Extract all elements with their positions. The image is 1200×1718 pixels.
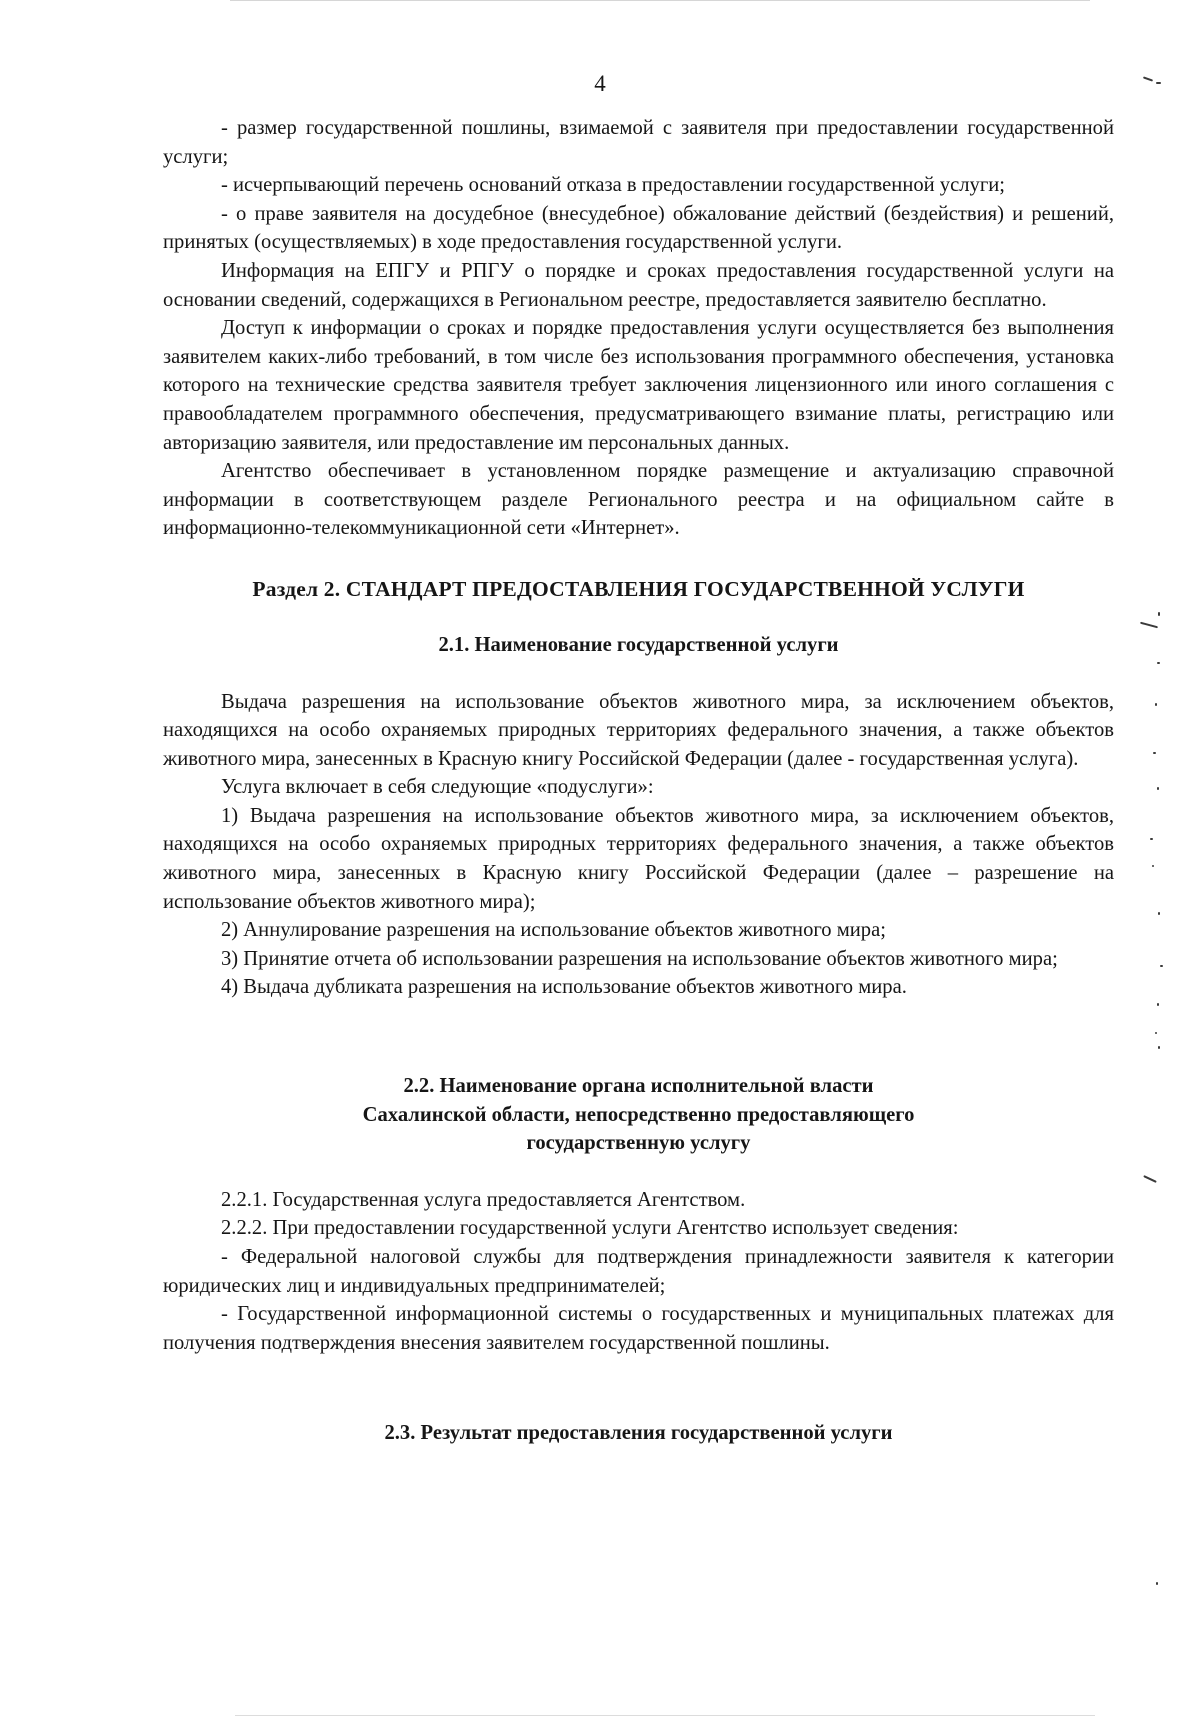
- paragraph-refusal-grounds: - исчерпывающий перечень оснований отказа в предоставлении государственной услуги;: [221, 174, 1006, 197]
- scan-artifact: [1157, 787, 1159, 790]
- scan-artifact: [1157, 1003, 1159, 1006]
- paragraph-epgu-info: Информация на ЕПГУ и РПГУ о порядке и сроках предоставления государственной услуги на основании сведений, содержащихся в Региональном реестре, предоставляется заявителю бесплатно.: [163, 259, 1114, 311]
- paragraph-fee: - размер государственной пошлины, взимаемой с заявителя при предоставлении государственной услуги;: [163, 117, 1114, 168]
- paragraph-gis-gmp: - Государственной информационной системы о государственных и муниципальных платежах для получения подтверждения внесения заявителем государственной пошлины.: [163, 1303, 1114, 1354]
- paragraph-appeal-right: - о праве заявителя на досудебное (внесудебное) обжалование действий (бездействия) и решений, принятых (осуществляемых) в ходе предоставления государственной услуги.: [163, 202, 1114, 254]
- paragraph-2-2-1: 2.2.1. Государственная услуга предоставляется Агентством.: [221, 1188, 746, 1211]
- scan-artifact: [1157, 662, 1160, 664]
- subsection-2-2-title-line-1: 2.2. Наименование органа исполнительной власти: [403, 1075, 874, 1098]
- paragraph-fns: - Федеральной налоговой службы для подтверждения принадлежности заявителя к категории юридических лиц и индивидуальных предпринимателей;: [163, 1246, 1114, 1297]
- paragraph-agency-info: Агентство обеспечивает в установленном порядке размещение и актуализацию справочной информации в соответствующем разделе Регионального реестра и на официальном сайте в информационно-телекоммуникационной сети «Интернет».: [163, 460, 1114, 540]
- page-number: 4: [594, 71, 606, 96]
- paragraph-2-2-2: 2.2.2. При предоставлении государственной услуги Агентство использует сведения:: [221, 1217, 959, 1240]
- scan-artifact: [1160, 965, 1163, 967]
- scan-edge-bottom: [235, 1715, 1095, 1716]
- list-item-subservice-2: 2) Аннулирование разрешения на использование объектов животного мира;: [221, 919, 886, 942]
- subsection-2-2-title-line-3: государственную услугу: [526, 1132, 751, 1155]
- scan-artifact: [1156, 82, 1161, 84]
- scan-edge-top: [230, 0, 1090, 1]
- scan-artifact: [1155, 703, 1157, 706]
- scan-artifact: [1158, 912, 1160, 915]
- subsection-2-2-title-line-2: Сахалинской области, непосредственно предоставляющего: [362, 1103, 915, 1126]
- scan-artifact: [1156, 1582, 1158, 1585]
- scan-artifact: [1155, 1032, 1157, 1034]
- scan-artifact: [1143, 1175, 1157, 1183]
- subsection-2-3-title: 2.3. Результат предоставления государственной услуги: [384, 1422, 893, 1445]
- scan-artifact: [1152, 865, 1154, 867]
- scan-artifact: [1140, 622, 1158, 629]
- subsection-2-2-title: [163, 1072, 1114, 1158]
- spacer: [163, 1357, 1114, 1391]
- spacer: [163, 660, 1114, 688]
- section-2-title: Раздел 2. СТАНДАРТ ПРЕДОСТАВЛЕНИЯ ГОСУДАРСТВЕННОЙ УСЛУГИ: [252, 576, 1025, 601]
- list-item-subservice-3: 3) Принятие отчета об использовании разрешения на использование объектов животного мира;: [221, 947, 1058, 970]
- scan-artifact: [1150, 838, 1153, 840]
- scan-artifact: [1153, 752, 1156, 754]
- paragraph-subservices-intro: Услуга включает в себя следующие «подуслуги»:: [221, 776, 654, 799]
- spacer: [163, 1002, 1114, 1036]
- list-item-subservice-4: 4) Выдача дубликата разрешения на использование объектов животного мира.: [221, 976, 907, 999]
- paragraph-access-info: Доступ к информации о сроках и порядке предоставления услуги осуществляется без выполнения заявителем каких-либо требований, в том числе без использования программного обеспечения, установка которого на технические средства заявителя требует заключения лицензионного или иного соглашения с правообладателем программного обеспечения, предусматривающего взимание платы, регистрацию или авторизацию заявителя, или предоставление им персональных данных.: [163, 317, 1114, 454]
- scan-artifact: [1158, 1046, 1160, 1049]
- spacer: [163, 1158, 1114, 1186]
- subsection-2-1-title: 2.1. Наименование государственной услуги: [438, 633, 839, 656]
- list-item-subservice-1: 1) Выдача разрешения на использование объектов животного мира, за исключением объектов, находящихся на особо охраняемых природных территориях федерального значения, а также объектов животного мира, занесенных в Красную книгу Российской Федерации (далее – разрешение на использование объектов животного мира);: [163, 804, 1114, 913]
- scan-artifact: [1158, 612, 1160, 616]
- paragraph-service-name: Выдача разрешения на использование объектов животного мира, за исключением объектов, находящихся на особо охраняемых природных территориях федерального значения, а также объектов животного мира, занесенных в Красную книгу Российской Федерации (далее - государственная услуга).: [163, 690, 1114, 770]
- document-body: [163, 114, 1114, 1448]
